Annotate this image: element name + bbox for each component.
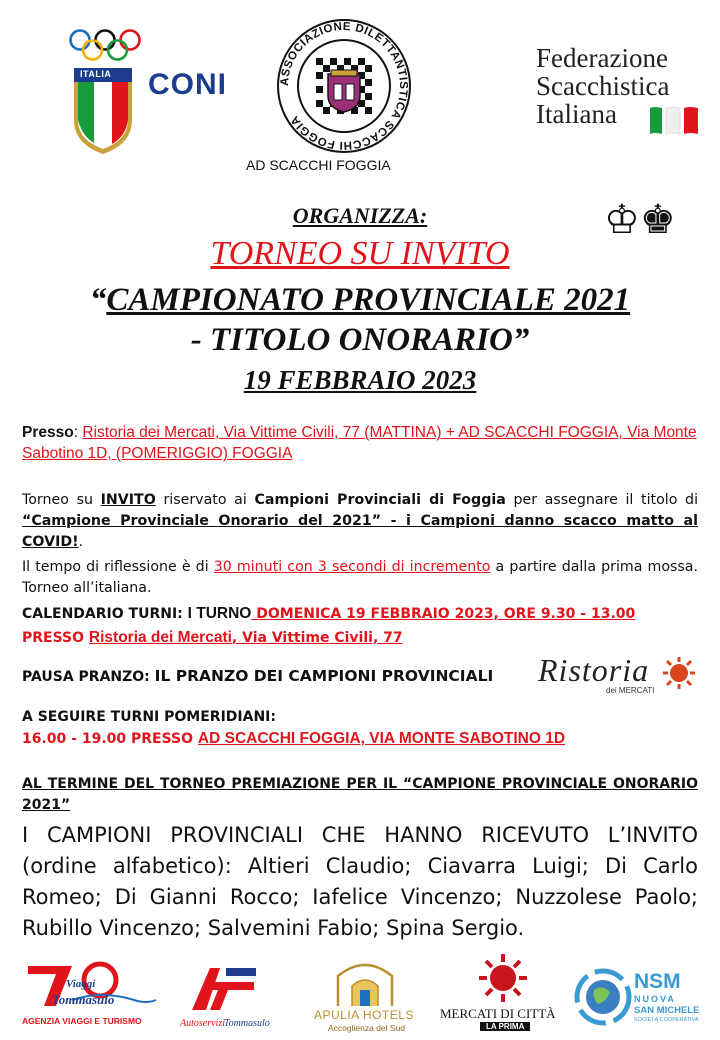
viaggi-label-a: Viaggi xyxy=(66,978,96,990)
fsi-line3: Italiana xyxy=(536,99,617,129)
pomeriggio-time: 16.00 - 19.00 PRESSO xyxy=(22,731,198,747)
campionato-quote: “ xyxy=(89,282,107,318)
fsi-line2: Scacchistica xyxy=(536,71,670,101)
fsi-line1: Federazione xyxy=(536,43,668,73)
sponsor-apulia-hotels xyxy=(310,956,420,1034)
coni-logo xyxy=(66,28,236,158)
invito-period: . xyxy=(78,534,84,550)
chess-kings-icon: ♔♚ xyxy=(604,197,676,242)
calendario-when: DOMENICA 19 FEBBRAIO 2023, ORE 9.30 - 13.00 xyxy=(251,606,636,622)
pomeriggio-label: A SEGUIRE TURNI POMERIDIANI: xyxy=(22,709,276,725)
apulia-label-b: Accoglienza del Sud xyxy=(328,1023,406,1033)
tempo-time-control: 30 minuti con 3 secondi di incremento xyxy=(213,559,491,575)
nsm-label-a: NSM xyxy=(634,970,681,993)
nsm-globe-icon xyxy=(574,968,632,1026)
sponsor-viaggi-tommasulo xyxy=(22,960,160,1032)
autoservizi-label-a: Autoservizi xyxy=(180,1018,225,1029)
italia-label: ITALIA xyxy=(80,69,112,79)
invito-paragraph xyxy=(22,490,698,553)
chess-club-seal-icon xyxy=(276,18,412,154)
apulia-hotels-logo-icon xyxy=(310,956,420,1008)
presso-label: Presso xyxy=(22,424,74,441)
campionato-text: CAMPIONATO PROVINCIALE 2021 xyxy=(106,282,631,318)
seal-text: ASSOCIAZIONE DILETTANTISTICA SCACCHI FOGGIA xyxy=(278,20,410,152)
invito-text-2: riservato ai xyxy=(155,492,255,508)
ristoria-sun-icon xyxy=(662,656,696,690)
titolo-onorario: - TITOLO ONORARIO” xyxy=(190,322,530,358)
organizza-heading: ORGANIZZA: xyxy=(292,203,428,228)
club-caption: AD SCACCHI FOGGIA xyxy=(246,157,391,173)
event-date: 19 FEBBRAIO 2023 xyxy=(243,365,477,395)
olympic-rings-icon xyxy=(68,28,142,62)
invito-keyword: INVITO xyxy=(100,492,156,508)
presso-location: Ristoria dei Mercati, Via Vittime Civili, 77 (MATTINA) + AD SCACCHI FOGGIA, Via Monte Sabotino 1D, (POMERIGGIO) FOGGIA xyxy=(22,424,697,462)
apulia-label-a: APULIA HOTELS xyxy=(314,1008,414,1022)
premiazione: AL TERMINE DEL TORNEO PREMIAZIONE PER IL “CAMPIONE PROVINCIALE ONORARIO 2021” xyxy=(22,776,698,813)
campioni-list: I CAMPIONI PROVINCIALI CHE HANNO RICEVUTO L’INVITO (ordine alfabetico): Altieri Claudio; Ciavarra Luigi; Di Carlo Romeo; Di Gianni Rocco; Iafelice Vincenzo; Nuzzolese Paolo; Rubillo Vincenzo; Salvemini Fabio; Spina Sergio. xyxy=(22,823,698,940)
torneo-title: TORNEO SU INVITO xyxy=(210,235,510,272)
tempo-text-1: Il tempo di riflessione è di xyxy=(22,559,214,575)
calendario-label: CALENDARIO TURNI: xyxy=(22,606,188,622)
sponsor-autoservizi xyxy=(180,964,280,1034)
viaggi-label-b: Tommasulo xyxy=(52,992,115,1007)
calendario-place-b: , Via Vittime Civili, 77 xyxy=(231,630,403,646)
tempo-text-2: a partire dalla prima mossa. Torneo all’italiana. xyxy=(22,559,699,596)
invito-text-3: per assegnare il titolo di xyxy=(505,492,699,508)
mercati-label-b: LA PRIMA xyxy=(480,1022,530,1031)
mercati-label-a: MERCATI DI CITTÀ xyxy=(440,1006,556,1021)
club-seal xyxy=(276,18,412,154)
ristoria-logo xyxy=(538,652,698,698)
ristoria-sub: dei MERCATI xyxy=(606,686,655,695)
italian-flag-icon xyxy=(648,104,700,136)
campionato-title xyxy=(0,280,720,320)
invito-title-quote: “Campione Provinciale Onorario del 2021” - i Campioni danno scacco matto al COVID! xyxy=(22,513,698,550)
calendario-turno: I TURNO xyxy=(187,605,252,622)
invito-campioni: Campioni Provinciali di Foggia xyxy=(254,492,506,508)
pausa-label: PAUSA PRANZO: xyxy=(22,669,155,685)
calendario-presso: PRESSO xyxy=(22,630,89,646)
pausa-text: IL PRANZO DEI CAMPIONI PROVINCIALI xyxy=(154,667,494,685)
sponsor-mercati-di-citta xyxy=(438,954,568,1034)
tempo-paragraph xyxy=(22,557,698,599)
autoservizi-label-b: Tommasulo xyxy=(224,1018,270,1029)
viaggi-label-c: AGENZIA VIAGGI E TURISMO xyxy=(22,1016,142,1026)
invito-text-1: Torneo su xyxy=(22,492,101,508)
presso-colon: : xyxy=(73,424,83,441)
coni-label: CONI xyxy=(148,68,227,101)
fsi-logo xyxy=(536,44,706,144)
pausa-pranzo xyxy=(22,664,493,689)
sponsor-nsm xyxy=(574,968,704,1032)
presso-block xyxy=(22,422,698,464)
autoservizi-logo-icon xyxy=(180,964,260,1014)
pomeriggio-block xyxy=(22,706,698,750)
calendario-place-a: Ristoria dei Mercati xyxy=(88,629,232,646)
mercati-sun-icon xyxy=(438,954,568,1004)
calendario-block xyxy=(22,602,698,650)
italia-shield-icon xyxy=(72,66,134,156)
nsm-label-b: NUOVA xyxy=(634,994,676,1004)
ristoria-script: Ristoria xyxy=(538,652,650,688)
nsm-label-d: SOCIETÀ COOPERATIVA xyxy=(634,1017,699,1023)
nsm-label-c: SAN MICHELE xyxy=(634,1005,700,1016)
pomeriggio-place: AD SCACCHI FOGGIA, VIA MONTE SABOTINO 1D xyxy=(197,730,566,747)
